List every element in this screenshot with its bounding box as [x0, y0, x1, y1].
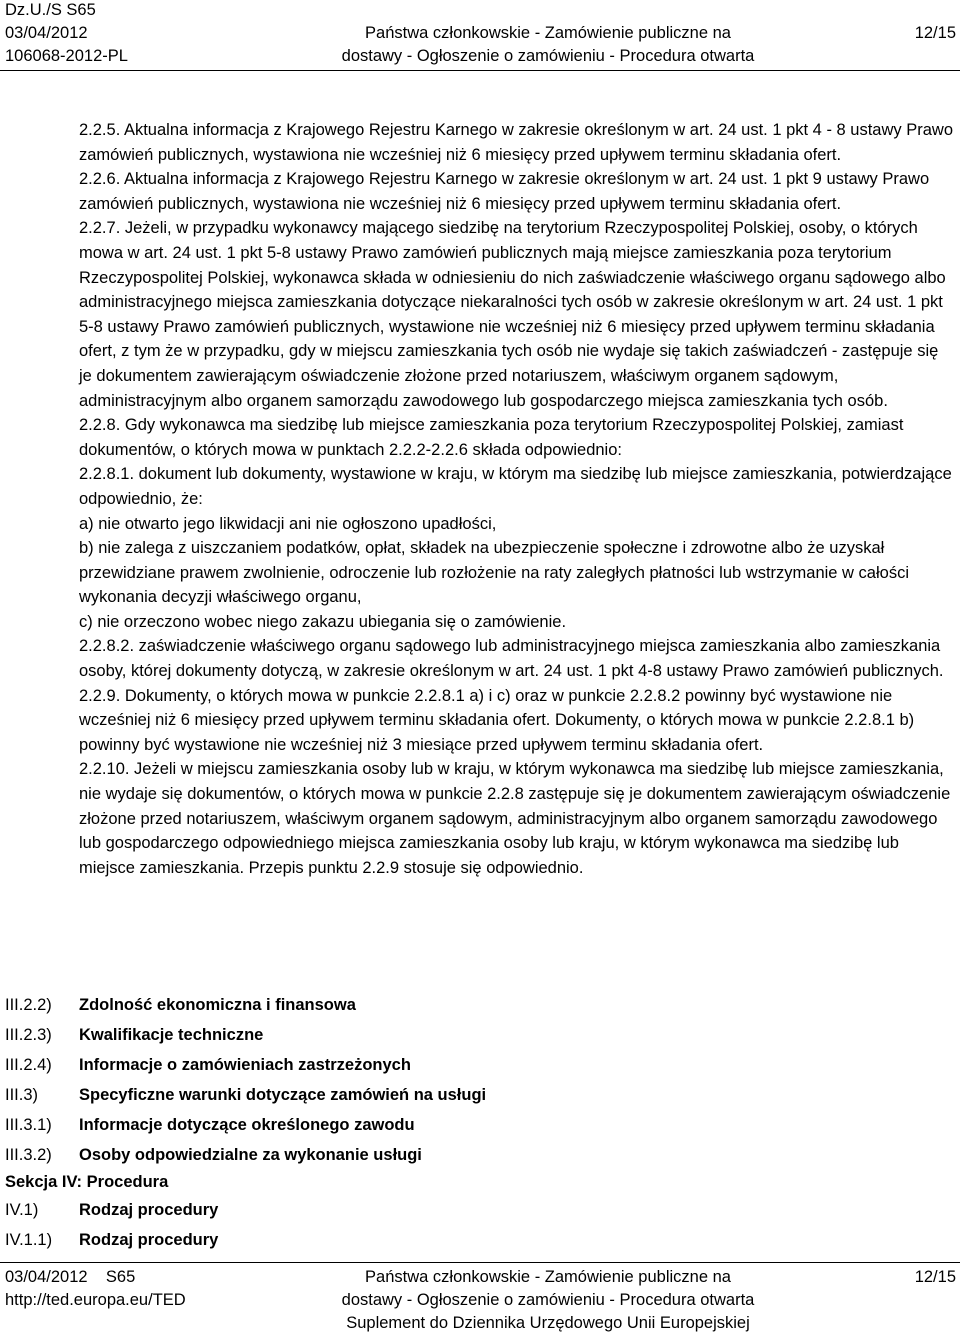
section-iv-heading: Sekcja IV: Procedura [5, 1173, 169, 1191]
section-title: Rodzaj procedury [79, 1231, 219, 1249]
footer-url[interactable]: http://ted.europa.eu/TED [5, 1291, 186, 1309]
header-title-line2: dostawy - Ogłoszenie o zamówieniu - Procedura otwarta [341, 47, 755, 65]
header-date: 03/04/2012 [5, 24, 88, 42]
paragraph-2-2-7: 2.2.7. Jeżeli, w przypadku wykonawcy mającego siedzibę na terytorium Rzeczypospolitej Polskiej, osoby, o których mowa w art. 24 ust. 1 pkt 5-8 ustawy Prawo zamówień publicznych mają miejsce zamieszkania poza terytorium Rzeczypospolitej Polskiej, wykonawca składa w odniesieniu do nich zaświadczenie właściwego organu sądowego albo administracyjnego miejsca zamieszkania dotyczące niekaralności tych osób w zakresie określonym w art. 24 ust. 1 pkt 5-8 ustawy Prawo zamówień publicznych, wystawione nie wcześniej niż 6 miesięcy przed upływem terminu składania ofert, z tym że w przypadku, gdy w miejscu zamieszkania tych osób nie wydaje się takich zaświadczeń - zastępuje się je dokumentem zawierającym oświadczenie złożone przed notariuszem, właściwym organem sądowym, administracyjnym albo organem samorządu zawodowego lub gospodarczego miejsca zamieszkania tych osób. [79, 219, 946, 410]
footer-page-number: 12/15 [914, 1268, 956, 1286]
footer-title-line3: Suplement do Dziennika Urzędowego Unii Europejskiej [346, 1314, 750, 1332]
document-body [79, 118, 955, 880]
section-title: Informacje o zamówieniach zastrzeżonych [79, 1056, 411, 1074]
section-title: Rodzaj procedury [79, 1201, 219, 1219]
section-title: Kwalifikacje techniczne [79, 1026, 264, 1044]
section-number: IV.1.1) [5, 1231, 53, 1249]
paragraph-2-2-6: 2.2.6. Aktualna informacja z Krajowego Rejestru Karnego w zakresie określonym w art. 24 ust. 1 pkt 9 ustawy Prawo zamówień publicznych, wystawiona nie wcześniej niż 6 miesięcy przed upływem terminu składania ofert. [79, 170, 930, 213]
section-number: III.2.4) [5, 1056, 52, 1074]
paragraph-2-2-10: 2.2.10. Jeżeli w miejscu zamieszkania osoby lub w kraju, w którym wykonawca ma siedzibę lub miejsce zamieszkania, nie wydaje się dokumentów, o których mowa w punkcie 2.2.8 zastępuje się je dokumentem zawierającym oświadczenie złożone przed notariuszem, właściwym organem sądowym, administracyjnym albo organem samorządu zawodowego lub gospodarczego odpowiedniego miejsca zamieszkania osoby lub kraju, w którym wykonawca ma siedzibę lub miejsce zamieszkania. Przepis punktu 2.2.9 stosuje się odpowiednio. [79, 760, 951, 877]
footer-title-line2: dostawy - Ogłoszenie o zamówieniu - Procedura otwarta [341, 1291, 755, 1309]
list-item-c: c) nie orzeczono wobec niego zakazu ubiegania się o zamówienie. [79, 612, 567, 631]
paragraph-2-2-8-2: 2.2.8.2. zaświadczenie właściwego organu sądowego lub administracyjnego miejsca zamieszkania albo zamieszkania osoby, której dokumenty dotyczą, w zakresie określonym w art. 24 ust. 1 pkt 4-8 ustawy Prawo zamówień publicznych. [79, 637, 944, 681]
section-number: IV.1) [5, 1201, 39, 1219]
paragraph-2-2-5: 2.2.5. Aktualna informacja z Krajowego Rejestru Karnego w zakresie określonym w art. 24 ust. 1 pkt 4 - 8 ustawy Prawo zamówień publicznych, wystawiona nie wcześniej niż 6 miesięcy przed upływem terminu składania ofert. [79, 121, 953, 164]
paragraph-2-2-8-1: 2.2.8.1. dokument lub dokumenty, wystawione w kraju, w którym ma siedzibę lub miejsce zamieszkania, potwierdzające odpowiednio, że: [79, 465, 952, 508]
paragraph-2-2-9: 2.2.9. Dokumenty, o których mowa w punkcie 2.2.8.1 a) i c) oraz w punkcie 2.2.8.2 powinny być wystawione nie wcześniej niż 6 miesięcy przed upływem terminu składania ofert. Dokumenty, o których mowa w punkcie 2.2.8.1 b) powinny być wystawione nie wcześniej niż 3 miesiące przed upływem terminu składania ofert. [79, 686, 915, 754]
page-footer [0, 1262, 960, 1335]
journal-ref: Dz.U./S S65 [5, 1, 96, 19]
section-title: Informacje dotyczące określonego zawodu [79, 1116, 415, 1134]
footer-title-line1: Państwa członkowskie - Zamówienie publiczne na [365, 1268, 731, 1286]
list-item-a: a) nie otwarto jego likwidacji ani nie ogłoszono upadłości, [79, 514, 497, 533]
section-title: Specyficzne warunki dotyczące zamówień na usługi [79, 1086, 487, 1104]
page-header [0, 0, 960, 71]
section-number: III.2.3) [5, 1026, 52, 1044]
header-page-number: 12/15 [914, 24, 956, 42]
section-title: Zdolność ekonomiczna i finansowa [79, 996, 356, 1014]
section-number: III.3.2) [5, 1146, 52, 1164]
paragraph-2-2-8: 2.2.8. Gdy wykonawca ma siedzibę lub miejsce zamieszkania poza terytorium Rzeczypospolitej Polskiej, zamiast dokumentów, o których mowa w punktach 2.2.2-2.2.6 składa odpowiednio: [79, 416, 904, 459]
footer-date-issue: 03/04/2012 S65 [5, 1268, 136, 1286]
section-number: III.2.2) [5, 996, 52, 1014]
section-title: Osoby odpowiedzialne za wykonanie usługi [79, 1146, 422, 1164]
notice-number: 106068-2012-PL [5, 47, 128, 65]
section-number: III.3.1) [5, 1116, 52, 1134]
header-title-line1: Państwa członkowskie - Zamówienie publiczne na [365, 24, 731, 42]
list-item-b: b) nie zalega z uiszczaniem podatków, opłat, składek na ubezpieczenie społeczne i zdrowotne albo że uzyskał przewidziane prawem zwolnienie, odroczenie lub rozłożenie na raty zaległych płatności lub wstrzymanie w całości wykonania decyzji właściwego organu, [79, 539, 909, 607]
section-number: III.3) [5, 1086, 39, 1104]
